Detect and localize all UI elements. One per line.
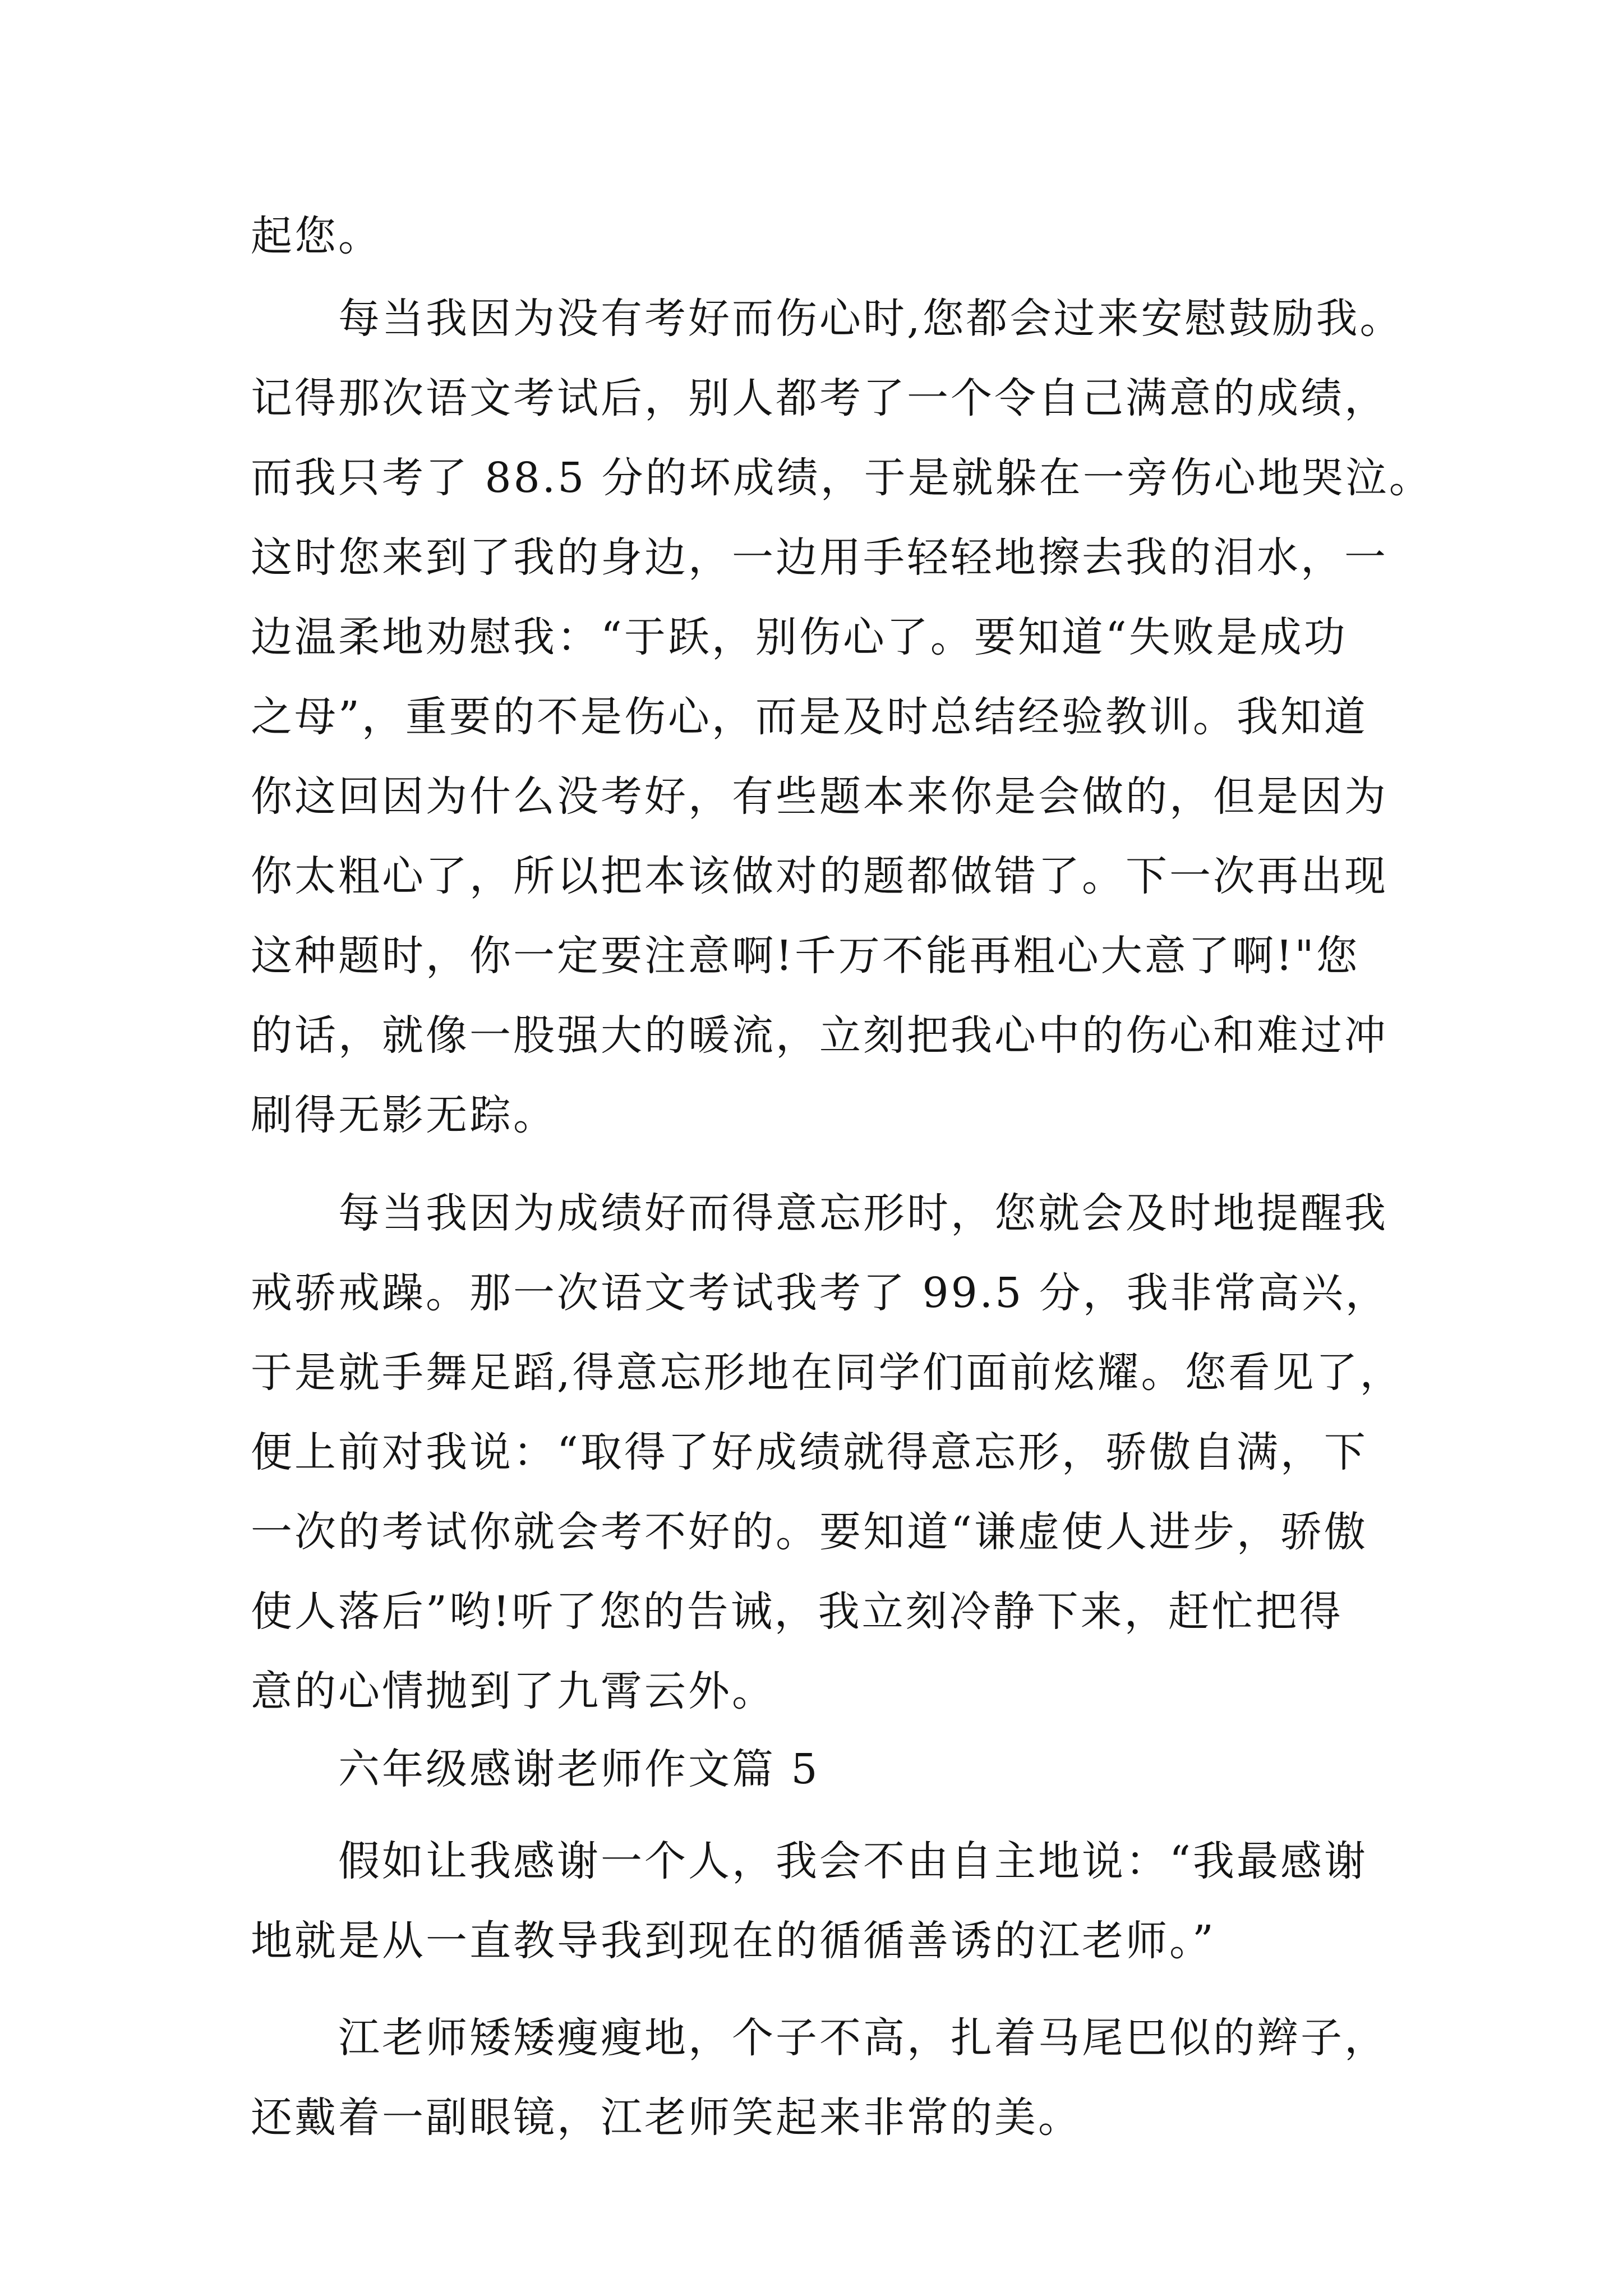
text-line: 记得那次语文考试后，别人都考了一个令自己满意的成绩，: [251, 374, 1388, 422]
paragraph: [251, 1821, 1428, 1981]
text-line: 每当我因为成绩好而得意忘形时，您就会及时地提醒我: [338, 1189, 1388, 1237]
text-line: 之母”，重要的不是伤心，而是及时总结经验教训。我知道: [251, 693, 1368, 741]
text-line: 每当我因为没有考好而伤心时,您都会过来安慰鼓励我。: [338, 295, 1404, 343]
continued-paragraph: [251, 196, 1428, 276]
text-line: 的话，就像一股强大的暖流，立刻把我心中的伤心和难过冲: [251, 1011, 1388, 1060]
text-line: 你这回因为什么没考好，有些题本来你是会做的，但是因为: [251, 772, 1388, 821]
text-line: 边温柔地劝慰我：“于跃，别伤心了。要知道“失败是成功: [251, 613, 1348, 661]
paragraph: [251, 1998, 1428, 2157]
text-line: 便上前对我说：“取得了好成绩就得意忘形，骄傲自满，下: [251, 1428, 1368, 1476]
text-line: 江老师矮矮瘦瘦地，个子不高，扎着马尾巴似的辫子，: [338, 2014, 1388, 2062]
text-line: 还戴着一副眼镜，江老师笑起来非常的美。: [251, 2093, 1082, 2142]
text-line: 使人落后”哟!听了您的告诫，我立刻冷静下来，赶忙把得: [251, 1588, 1343, 1636]
text-line: 于是就手舞足蹈,得意忘形地在同学们面前炫耀。您看见了，: [251, 1349, 1404, 1397]
text-line: 起您。: [251, 212, 382, 260]
text-line: 意的心情抛到了九霄云外。: [251, 1667, 776, 1715]
paragraph: [251, 1174, 1428, 1731]
text-line: 假如让我感谢一个人，我会不由自主地说：“我最感谢: [338, 1837, 1368, 1885]
text-line: 而我只考了 88.5 分的坏成绩，于是就躲在一旁伤心地哭泣。: [251, 454, 1433, 502]
text-line: 这种题时，你一定要注意啊!千万不能再粗心大意了啊!"您: [251, 932, 1360, 980]
section-heading-text: 六年级感谢老师作文篇 5: [338, 1745, 820, 1793]
text-line: 戒骄戒躁。那一次语文考试我考了 99.5 分，我非常高兴，: [251, 1269, 1389, 1317]
text-line: 一次的考试你就会考不好的。要知道“谦虚使人进步，骄傲: [251, 1508, 1368, 1556]
text-line: 这时您来到了我的身边，一边用手轻轻地擦去我的泪水，一: [251, 533, 1388, 582]
paragraph: [251, 279, 1433, 1155]
text-line: 你太粗心了，所以把本该做对的题都做错了。下一次再出现: [251, 852, 1388, 900]
text-line: 地就是从一直教导我到现在的循循善诱的江老师。”: [251, 1917, 1216, 1965]
section-heading: [251, 1729, 1428, 1809]
text-line: 刷得无影无踪。: [251, 1091, 557, 1139]
